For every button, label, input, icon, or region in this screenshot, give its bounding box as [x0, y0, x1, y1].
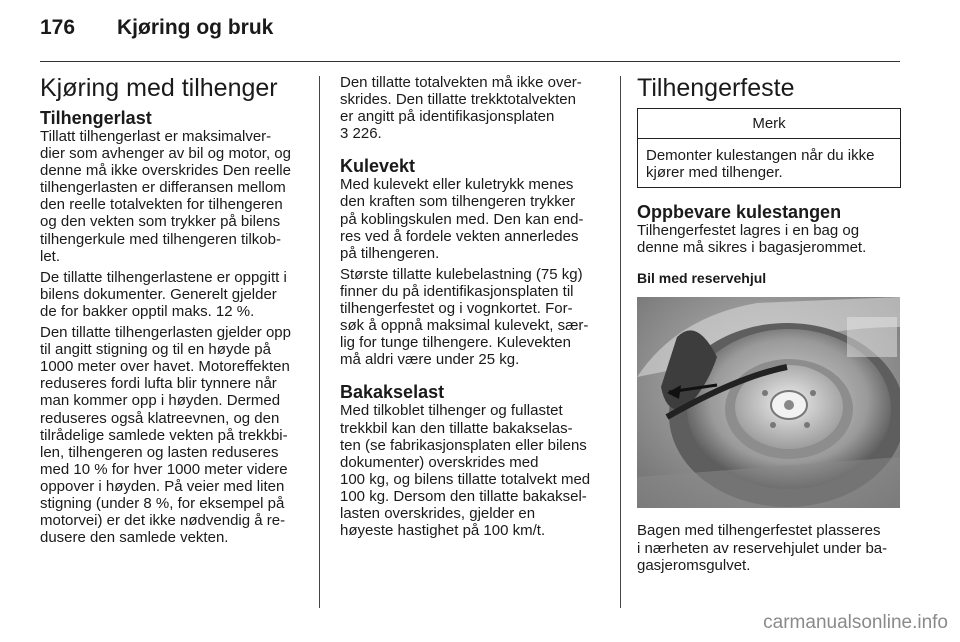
column-2 [340, 74, 602, 543]
section-title-trailer-driving: Kjøring med tilhenger [40, 74, 278, 102]
page-reference[interactable]: 3 226. [340, 125, 382, 143]
spare-wheel-illustration [637, 297, 900, 508]
section-title-towbar: Tilhengerfeste [637, 74, 795, 102]
header-rule [40, 61, 900, 62]
page-number: 176 [40, 16, 76, 39]
heading-store-ball-bar: Oppbevare kulestangen [637, 202, 842, 223]
note-box [637, 108, 901, 188]
paragraph-rear-axle-load: Med tilkoblet tilhenger og fullastet trekkbil kan den tillatte bakakselas- ten (se fabrikasjonsplaten eller bilens dokumenter) overskrides med 100 kg, og bilens tillatte totalvekt med 100 kg. Dersom den tillatte bakaksel- lasten overskrides, gjelder en høyeste hastighet på 100 km/t. [340, 402, 591, 540]
column-divider-2 [620, 76, 621, 608]
paragraph-ball-weight-definition: Med kulevekt eller kuletrykk menes den kraften som tilhengeren trykker på koblingskulen med. Den kan end- res ved å fordele vekten annerledes på tilhengeren. [340, 176, 584, 262]
paragraph-total-weight: Den tillatte totalvekten må ikke over- skrides. Den tillatte trekktotalvekten er angitt på identifikasjonsplaten [340, 74, 582, 126]
column-divider-1 [319, 76, 320, 608]
paragraph-store-ball-bar: Tilhengerfestet lagres i en bag og denne må sikres i bagasjerommet. [637, 222, 867, 257]
heading-rear-axle-load: Bakakselast [340, 382, 445, 403]
note-text: Demonter kulestangen når du ikke kjører med tilhenger. [646, 147, 875, 182]
heading-ball-weight: Kulevekt [340, 156, 416, 177]
chapter-title: Kjøring og bruk [117, 16, 274, 39]
paragraph-trailer-load-altitude: Den tillatte tilhengerlasten gjelder opp til angitt stigning og til en høyde på 1000 meter over havet. Motoreffekten reduseres fordi lufta blir tynnere når man kommer opp i høyden. Dermed reduseres også klatreevnen, og den tilrådelige samlede vekten på trekkbi- len, tilhengeren og lasten reduseres med 10 % for hver 1000 meter videre oppover i høyden. På veier med liten stigning (under 8 %, for eksempel på motorvei) er det ikke nødvendig å re- dusere den samlede vekten. [40, 324, 291, 547]
column-1 [40, 74, 308, 550]
note-heading: Merk [638, 109, 900, 139]
heading-trailer-load: Tilhengerlast [40, 108, 152, 128]
photo-caption: Bagen med tilhengerfestet plasseres i nærheten av reservehjulet under ba- gasjeromsgulvet. [637, 522, 888, 574]
subheading-spare-wheel: Bil med reservehjul [637, 270, 767, 287]
watermark: carmanualsonline.info [763, 612, 948, 633]
column-3 [637, 74, 903, 578]
paragraph-trailer-load-definition: Tillatt tilhengerlast er maksimalver- dier som avhenger av bil og motor, og denne må ikke overskrides Den reelle tilhengerlasten er differansen mellom den reelle totalvekten for tilhengeren og den vekten som trykker på bilens tilhengerkule med tilhengeren tilkob- let. [40, 128, 291, 265]
spare-wheel-photo [637, 297, 900, 508]
page-header [40, 16, 900, 56]
paragraph-ball-weight-max: Største tillatte kulebelastning (75 kg) finner du på identifikasjonsplaten til tilhengerfestet og i vognkortet. For- søk å oppnå maksimal kulevekt, sær- lig for tunge tilhengere. Kulevekten må aldri være under 25 kg. [340, 265, 589, 369]
paragraph-trailer-load-documents: De tillatte tilhengerlastene er oppgitt i bilens dokumenter. Generelt gjelder de for bakker opptil maks. 12 %. [40, 268, 287, 320]
